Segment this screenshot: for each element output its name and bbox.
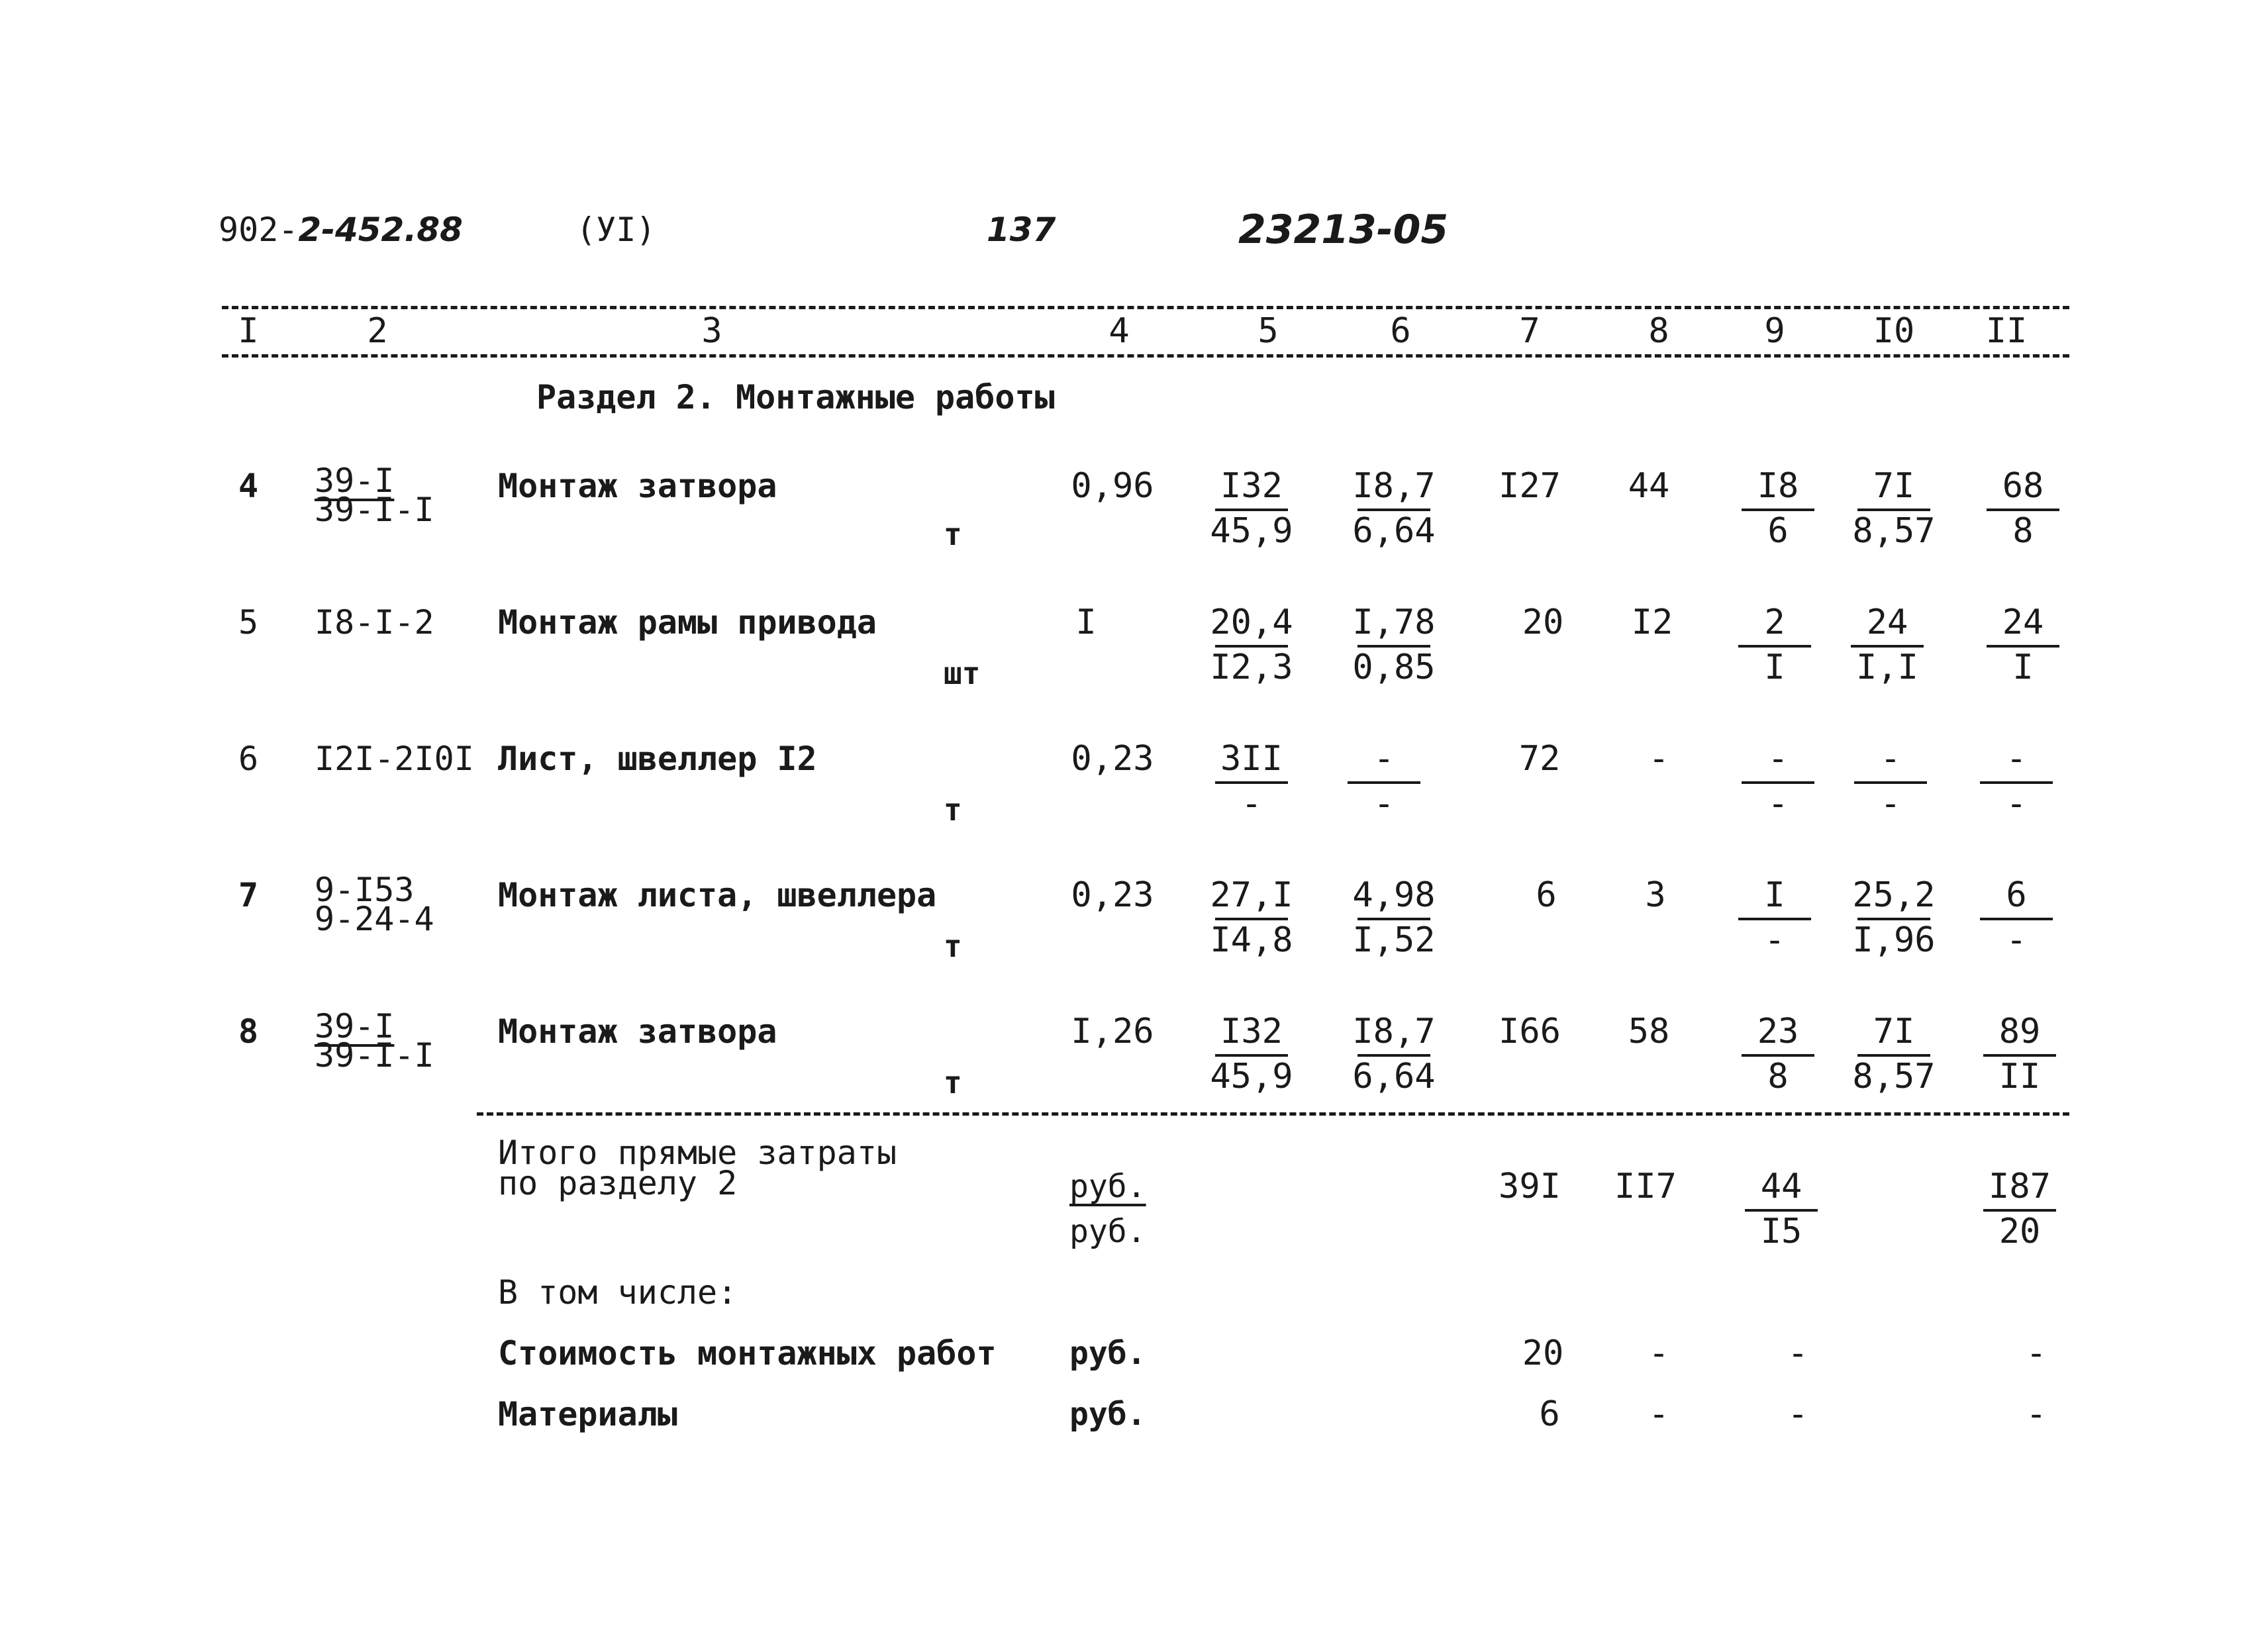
volume-number: (УI) [576, 211, 656, 249]
document-code-prefix: 902- [219, 211, 299, 249]
row-col9: 2 I [1722, 603, 1828, 690]
row-name: Монтаж листа, швеллера [498, 876, 937, 914]
totals-col11: I87 20 [1967, 1167, 2073, 1254]
totals-col8: II7 [1614, 1167, 1677, 1206]
column-number-8: 8 [1648, 311, 1669, 351]
row-col5: 3II - [1199, 739, 1305, 826]
including-item-name: Стоимость монтажных работ [498, 1334, 997, 1373]
row-col6: - - [1331, 739, 1437, 826]
row-col8: I2 [1631, 603, 1673, 642]
row-col11: - - [1963, 739, 2069, 826]
row-col11: 24 I [1970, 603, 2076, 690]
row-code: 9-I53 9-24-4 [315, 871, 434, 938]
totals-rule [477, 1112, 2069, 1116]
row-col7: I27 [1499, 466, 1561, 506]
including-label: В том числе: [498, 1273, 738, 1312]
row-name: Монтаж затвора [498, 467, 777, 505]
row-unit: т [944, 516, 962, 552]
row-col7: 6 [1536, 875, 1557, 915]
row-col7: 20 [1522, 603, 1564, 642]
column-number-5: 5 [1257, 311, 1279, 351]
row-unit: т [944, 928, 962, 964]
row-quantity: 0,23 [1071, 739, 1154, 779]
row-col8: - [1648, 739, 1669, 779]
row-number: 5 [238, 603, 259, 642]
document-code-handwritten: 2-452.88 [298, 211, 463, 249]
row-col6: I8,7 6,64 [1352, 1012, 1436, 1096]
row-col9: I - [1722, 875, 1828, 963]
document-code [219, 211, 463, 249]
row-col8: 3 [1645, 875, 1666, 915]
row-col10: 24 I,I [1834, 603, 1940, 690]
row-col8: 58 [1628, 1012, 1670, 1051]
totals-col7: 39I [1499, 1167, 1561, 1206]
totals-col9: 44 I5 [1728, 1167, 1834, 1254]
row-col6: 4,98 I,52 [1352, 875, 1436, 960]
including-item-col11: - [2026, 1394, 2047, 1434]
row-col5: 20,4 I2,3 [1210, 603, 1293, 687]
page-number: 137 [987, 211, 1056, 249]
row-name: Монтаж рамы привода [498, 603, 877, 642]
row-code: I8-I-2 [315, 603, 434, 642]
row-col7: 72 [1518, 739, 1561, 779]
row-col10: 25,2 I,96 [1852, 875, 1936, 960]
column-number-9: 9 [1764, 311, 1785, 351]
column-number-2: 2 [367, 311, 388, 351]
row-unit: т [944, 792, 962, 828]
row-col11: 89 II [1967, 1012, 2073, 1099]
row-quantity: 0,23 [1071, 875, 1154, 915]
row-code: I2I-2I0I [315, 740, 474, 778]
section-title: Раздел 2. Монтажные работы [536, 378, 1055, 416]
row-col9: 23 8 [1725, 1012, 1831, 1099]
row-unit: шт [944, 655, 981, 691]
row-col11: 6 - [1963, 875, 2069, 963]
column-number-4: 4 [1109, 311, 1130, 351]
column-number-1: I [238, 311, 259, 351]
row-unit: т [944, 1065, 962, 1100]
row-quantity: I,26 [1071, 1012, 1154, 1051]
totals-unit-top: руб. [1069, 1168, 1146, 1205]
row-name: Лист, швеллер I2 [498, 740, 817, 778]
row-col5: I32 45,9 [1210, 1012, 1293, 1096]
row-col10: 7I 8,57 [1852, 1012, 1936, 1096]
row-col9: - - [1725, 739, 1831, 826]
row-code: 39-I 39-I-I [315, 461, 434, 529]
column-number-11: II [1985, 311, 2028, 351]
row-col5: 27,I I4,8 [1210, 875, 1293, 960]
document-id: 23213-05 [1238, 207, 1449, 253]
row-col10: 7I 8,57 [1852, 466, 1936, 551]
row-number: 8 [238, 1012, 259, 1051]
row-col5: I32 45,9 [1210, 466, 1293, 551]
including-item-unit: руб. [1069, 1335, 1146, 1372]
totals-label: Итого прямые затраты по разделу 2 [498, 1134, 897, 1202]
row-col10: - - [1838, 739, 1944, 826]
row-number: 6 [238, 740, 259, 778]
row-code: 39-I 39-I-I [315, 1007, 434, 1075]
row-col7: I66 [1499, 1012, 1561, 1051]
row-col6: I,78 0,85 [1352, 603, 1436, 687]
row-number: 7 [238, 876, 259, 914]
including-item-col9: - [1787, 1333, 1808, 1373]
row-col6: I8,7 6,64 [1352, 466, 1436, 551]
including-item-col8: - [1648, 1394, 1669, 1434]
column-number-3: 3 [701, 311, 722, 351]
totals-unit-bottom: руб. [1069, 1213, 1146, 1250]
row-col11: 68 8 [1970, 466, 2076, 554]
row-number: 4 [238, 467, 259, 505]
including-item-unit: руб. [1069, 1396, 1146, 1433]
column-number-7: 7 [1519, 311, 1540, 351]
header-bottom-rule [222, 354, 2069, 358]
row-name: Монтаж затвора [498, 1012, 777, 1051]
row-quantity: 0,96 [1071, 466, 1154, 506]
including-item-col11: - [2026, 1333, 2047, 1373]
row-quantity: I [1075, 603, 1097, 642]
column-number-6: 6 [1390, 311, 1411, 351]
row-col8: 44 [1628, 466, 1670, 506]
including-item-col7: 6 [1539, 1394, 1560, 1434]
including-item-col8: - [1648, 1333, 1669, 1373]
column-number-10: I0 [1873, 311, 1915, 351]
including-item-col9: - [1787, 1394, 1808, 1434]
including-item-name: Материалы [498, 1395, 677, 1433]
row-col9: I8 6 [1725, 466, 1831, 554]
including-item-col7: 20 [1522, 1333, 1564, 1373]
header-top-rule [222, 306, 2069, 309]
